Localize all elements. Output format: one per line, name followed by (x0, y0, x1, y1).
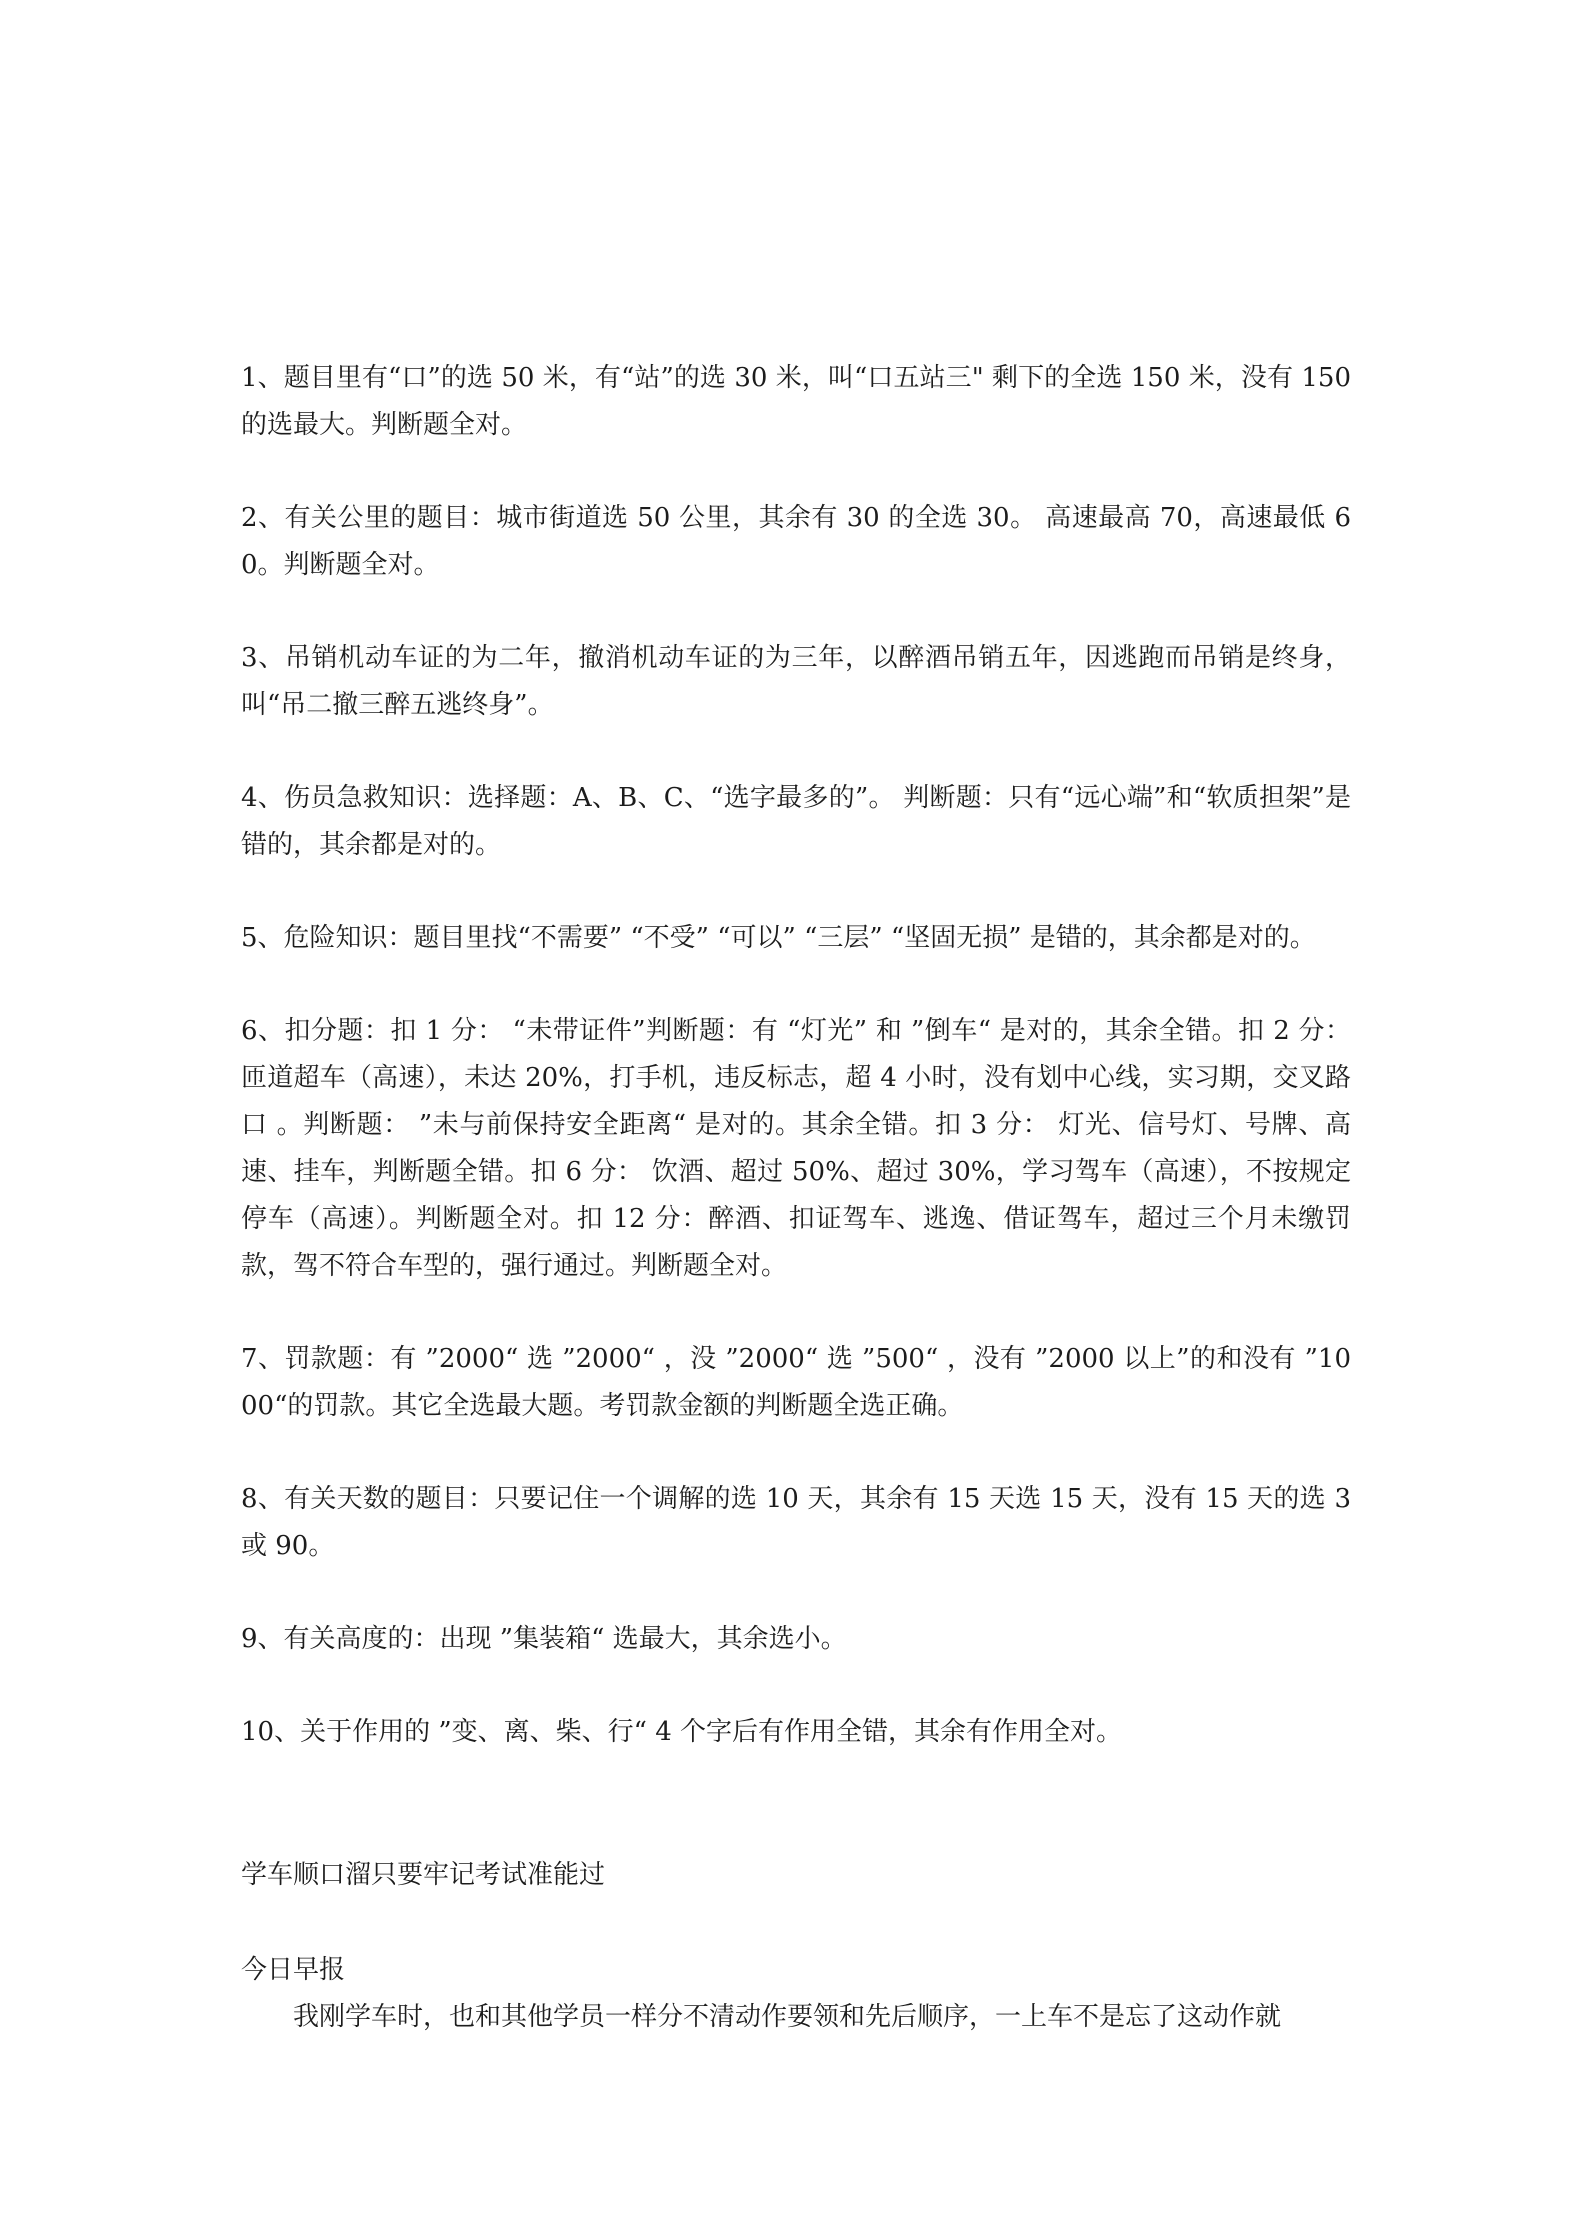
article-title: 学车顺口溜只要牢记考试准能过 (241, 1860, 606, 1890)
rule-4: 4、伤员急救知识：选择题：A、B、C、“选字最多的”。 判断题：只有“远心端”和“软质担架”是错的，其余都是对的。 (241, 783, 1351, 860)
article-section (241, 1852, 1351, 2041)
rule-5: 5、危险知识：题目里找“不需要” “不受” “可以” “三层” “坚固无损” 是错的，其余都是对的。 (241, 923, 1316, 953)
rule-1: 1、题目里有“口”的选 50 米，有“站”的选 30 米，叫“口五站三" 剩下的全选 150 米，没有 150 的选最大。判断题全对。 (241, 363, 1351, 440)
article-first-line: 我刚学车时，也和其他学员一样分不清动作要领和先后顺序，一上车不是忘了这动作就 (293, 2002, 1282, 2032)
rule-10: 10、关于作用的 ”变、离、柴、行“ 4 个字后有作用全错，其余有作用全对。 (241, 1717, 1123, 1747)
rule-6: 6、扣分题：扣 1 分： “未带证件”判断题：有 “灯光” 和 ”倒车“ 是对的，其余全错。扣 2 分： 匝道超车（高速），未达 20%，打手机，违反标志，超 4 小时，没有划中心线，实习期，交叉路口 。判断题： ”未与前保持安全距离“ 是对的。其余全错。扣 3 分： 灯光、信号灯、号牌、高速、挂车，判断题全错。扣 6 分： 饮酒、超过 50%、超过 30%，学习驾车（高速），不按规定停车（高速）。判断题全对。扣 12 分：醉酒、扣证驾车、逃逸、借证驾车，超过三个月未缴罚款，驾不符合车型的，强行通过。判断题全对。 (241, 1016, 1351, 1281)
article-source: 今日早报 (241, 1955, 346, 1985)
rule-3: 3、吊销机动车证的为二年，撤消机动车证的为三年，以醉酒吊销五年，因逃跑而吊销是终身，叫“吊二撤三醉五逃终身”。 (241, 643, 1351, 720)
rule-8: 8、有关天数的题目：只要记住一个调解的选 10 天，其余有 15 天选 15 天，没有 15 天的选 3 或 90。 (241, 1484, 1351, 1561)
rule-2: 2、有关公里的题目：城市街道选 50 公里，其余有 30 的全选 30。 高速最高 70，高速最低 60。判断题全对。 (241, 503, 1351, 580)
rules-list (241, 355, 1351, 1802)
rule-9: 9、有关高度的：出现 ”集装箱“ 选最大，其余选小。 (241, 1624, 847, 1654)
rule-7: 7、罚款题：有 ”2000“ 选 ”2000“ ，没 ”2000“ 选 ”500“ ，没有 ”2000 以上”的和没有 ”1000“的罚款。其它全选最大题。考罚款金额的判断题全选正确。 (241, 1344, 1351, 1421)
